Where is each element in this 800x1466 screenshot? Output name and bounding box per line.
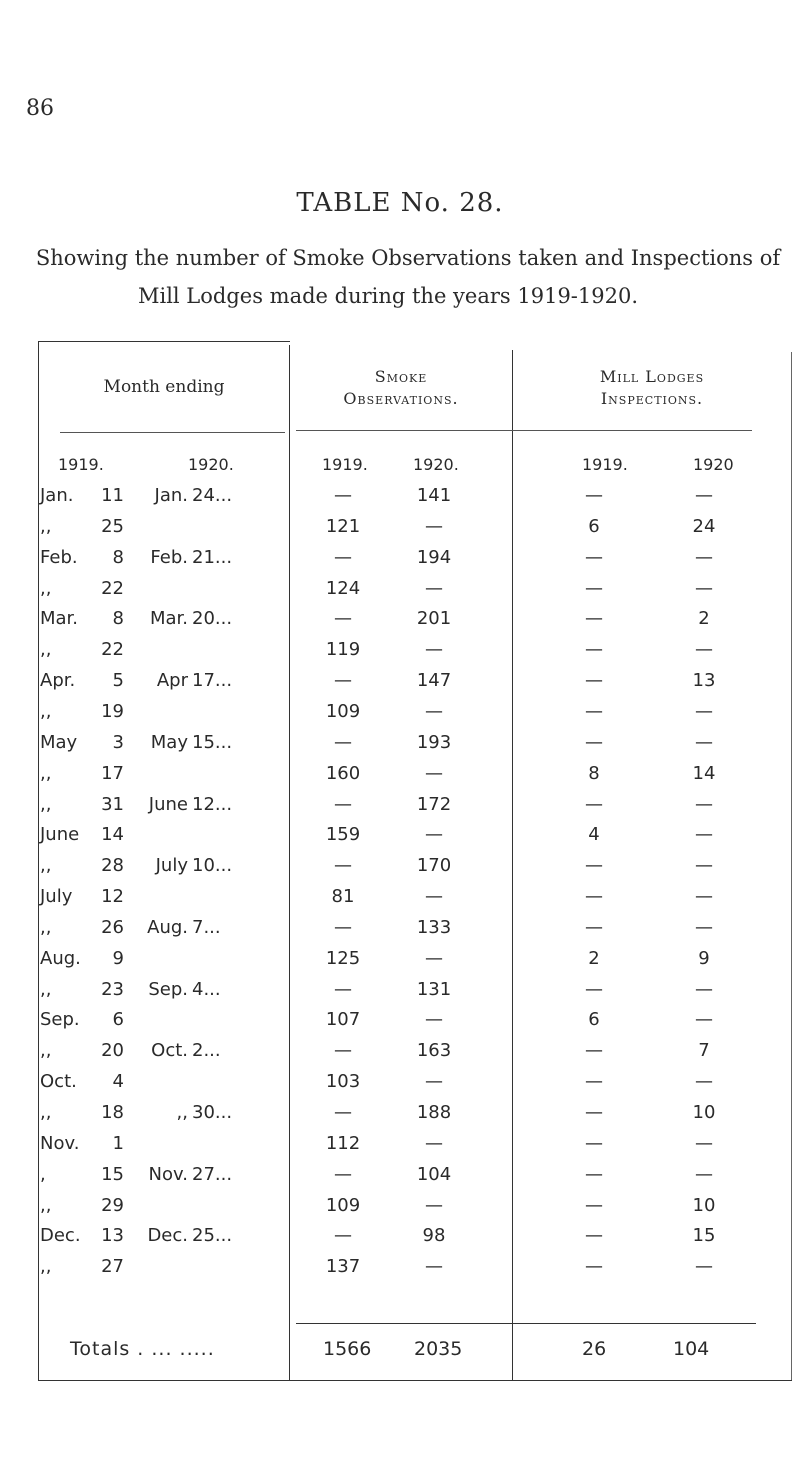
- month-1919-cell: ,,: [40, 1194, 52, 1216]
- smoke-1920-cell: 104: [416, 1163, 452, 1185]
- month-1919-cell: ,,: [40, 916, 52, 938]
- month-1920-cell: Jan.: [154, 485, 188, 506]
- smoke-1920-cell: —: [425, 1071, 443, 1093]
- day-1919-cell: 15: [101, 1163, 124, 1185]
- inspections-1919-cell: —: [585, 1256, 603, 1278]
- inspections-1919-cell: 4: [588, 824, 600, 846]
- smoke-1920-cell: 147: [416, 670, 452, 692]
- month-1919-cell: ,: [40, 1163, 46, 1185]
- smoke-1920-cell: 201: [416, 608, 452, 630]
- inspections-1919-cell: 8: [588, 762, 600, 784]
- inspections-1919-cell: —: [585, 1194, 603, 1216]
- inspections-1919-cell: 6: [588, 1009, 600, 1031]
- inspections-1919-cell: —: [585, 978, 603, 1000]
- smoke-1919-cell: —: [334, 608, 352, 630]
- smoke-1920-cell: —: [425, 1132, 443, 1154]
- month-1919-cell: June: [40, 824, 80, 846]
- day-1919-cell: 4: [112, 1071, 124, 1093]
- day-1920-cell: 25...: [192, 1225, 233, 1247]
- month-1920-cell: Dec.: [147, 1225, 188, 1247]
- month-1919-cell: Oct.: [40, 1071, 77, 1093]
- smoke-1920-cell: 172: [416, 793, 452, 815]
- inspections-1920-cell: 10: [692, 1102, 716, 1123]
- month-1919-cell: ,,: [40, 855, 52, 877]
- inspections-1919-cell: —: [585, 1132, 603, 1154]
- inspections-1919-cell: —: [585, 1225, 603, 1247]
- inspections-1920-cell: —: [695, 546, 713, 568]
- month-1919-cell: ,,: [40, 1256, 52, 1278]
- day-1919-cell: 19: [101, 700, 124, 722]
- table-subtitle-line-2: Mill Lodges made during the years 1919-1920.: [137, 284, 639, 308]
- day-1920-cell: 4...: [192, 978, 221, 1000]
- smoke-1919-cell: —: [334, 793, 352, 815]
- inspections-1919-cell: —: [585, 485, 603, 506]
- inspections-1920-cell: —: [695, 886, 713, 908]
- inspections-1920-cell: 10: [692, 1194, 716, 1216]
- year-header-1919-inspections: 1919.: [582, 455, 628, 474]
- day-1920-cell: 20...: [192, 608, 233, 630]
- smoke-1919-cell: 124: [325, 577, 361, 599]
- table-subtitle-line-1: Showing the number of Smoke Observations taken and Inspections of: [35, 246, 781, 270]
- month-1919-cell: Feb.: [40, 546, 78, 568]
- inspections-1919-cell: —: [585, 608, 603, 630]
- inspections-1920-cell: —: [695, 1071, 713, 1093]
- inspections-1920-cell: —: [695, 485, 713, 506]
- month-1919-cell: ,,: [40, 1040, 52, 1062]
- smoke-1920-cell: 98: [422, 1225, 446, 1247]
- month-1919-cell: Nov.: [40, 1132, 80, 1154]
- smoke-1919-cell: —: [334, 916, 352, 938]
- smoke-1919-cell: 109: [325, 700, 361, 722]
- day-1920-cell: 12...: [192, 793, 233, 815]
- day-1919-cell: 11: [101, 485, 124, 506]
- smoke-1920-cell: —: [425, 1194, 443, 1216]
- inspections-1920-cell: —: [695, 793, 713, 815]
- month-1920-cell: Oct.: [151, 1040, 188, 1062]
- month-1920-cell: June: [148, 793, 188, 815]
- inspections-1920-cell: —: [695, 731, 713, 753]
- inspections-1920-cell: 7: [698, 1040, 710, 1062]
- smoke-1920-cell: —: [425, 947, 443, 969]
- day-1920-cell: 21...: [192, 546, 233, 568]
- day-1920-cell: 15...: [192, 731, 233, 753]
- day-1919-cell: 1: [112, 1132, 124, 1154]
- inspections-1920-cell: —: [695, 1256, 713, 1278]
- smoke-1920-cell: 141: [416, 485, 452, 506]
- table-bottom-rule: [38, 1380, 792, 1381]
- header-rule-right: [296, 430, 752, 431]
- smoke-1919-cell: —: [334, 1102, 352, 1123]
- inspections-1920-cell: —: [695, 916, 713, 938]
- month-1920-cell: Sep.: [148, 978, 188, 1000]
- day-1919-cell: 25: [101, 515, 124, 537]
- smoke-1919-cell: 107: [325, 1009, 361, 1031]
- month-1919-cell: Apr.: [40, 670, 76, 692]
- day-1919-cell: 17: [101, 762, 124, 784]
- smoke-1920-cell: 170: [416, 855, 452, 877]
- inspections-1919-cell: —: [585, 700, 603, 722]
- inspections-1919-cell: 2: [588, 947, 600, 969]
- inspections-1920-cell: —: [695, 1132, 713, 1154]
- year-header-1920-inspections: 1920: [693, 455, 734, 474]
- smoke-1920-cell: 194: [416, 546, 452, 568]
- inspections-1919-cell: —: [585, 731, 603, 753]
- month-1919-cell: Dec.: [40, 1225, 81, 1247]
- day-1919-cell: 23: [101, 978, 124, 1000]
- inspections-1919-cell: —: [585, 916, 603, 938]
- month-1919-cell: Mar.: [40, 608, 79, 630]
- day-1919-cell: 26: [101, 916, 124, 938]
- month-1919-cell: May: [40, 731, 78, 753]
- smoke-1920-cell: —: [425, 886, 443, 908]
- day-1919-cell: 27: [101, 1256, 124, 1278]
- header-month-ending: Month ending: [103, 377, 225, 397]
- year-header-1919-smoke: 1919.: [322, 455, 368, 474]
- day-1919-cell: 8: [112, 608, 124, 630]
- smoke-1920-cell: —: [425, 824, 443, 846]
- day-1919-cell: 28: [101, 855, 124, 877]
- inspections-1919-cell: —: [585, 670, 603, 692]
- day-1919-cell: 3: [112, 731, 124, 753]
- month-1919-cell: Aug.: [40, 947, 81, 969]
- inspections-1919-cell: —: [585, 1071, 603, 1093]
- smoke-1919-cell: —: [334, 670, 352, 692]
- inspections-1920-cell: 2: [698, 608, 710, 630]
- table-title: TABLE No. 28.: [296, 188, 504, 218]
- inspections-1919-cell: —: [585, 793, 603, 815]
- total-smoke-1920: 2035: [414, 1338, 463, 1360]
- smoke-1920-cell: 131: [416, 978, 452, 1000]
- smoke-1920-cell: —: [425, 515, 443, 537]
- month-1919-cell: Jan.: [40, 485, 74, 506]
- header-mill-line-1: Mill Lodges: [599, 367, 705, 386]
- inspections-1920-cell: —: [695, 639, 713, 661]
- inspections-1920-cell: —: [695, 978, 713, 1000]
- total-inspections-1919: 26: [582, 1338, 607, 1360]
- month-1919-cell: July: [40, 886, 73, 908]
- day-1919-cell: 13: [101, 1225, 124, 1247]
- totals-label: Totals . ... .....: [70, 1338, 215, 1360]
- inspections-1919-cell: —: [585, 639, 603, 661]
- day-1919-cell: 31: [101, 793, 124, 815]
- inspections-1920-cell: 9: [698, 947, 710, 969]
- month-1920-cell: Mar.: [149, 608, 188, 630]
- header-mill-lodges-inspections: [514, 366, 790, 410]
- inspections-1920-cell: 13: [692, 670, 716, 692]
- inspections-1920-cell: —: [695, 855, 713, 877]
- day-1919-cell: 12: [101, 886, 124, 908]
- day-1920-cell: 7...: [192, 916, 221, 938]
- table-left-rule: [38, 341, 39, 1381]
- smoke-1919-cell: —: [334, 978, 352, 1000]
- year-header-1920-month: 1920.: [188, 455, 234, 474]
- year-header-1920-smoke: 1920.: [413, 455, 459, 474]
- header-mill-line-2: Inspections.: [600, 389, 704, 408]
- month-1920-cell: July: [155, 855, 188, 877]
- month-1919-cell: ,,: [40, 515, 52, 537]
- smoke-1920-cell: 193: [416, 731, 452, 753]
- totals-rule: [296, 1323, 756, 1324]
- inspections-1919-cell: —: [585, 546, 603, 568]
- day-1919-cell: 6: [112, 1009, 124, 1031]
- inspections-1920-cell: —: [695, 700, 713, 722]
- day-1919-cell: 14: [101, 824, 124, 846]
- month-1920-cell: May: [150, 731, 188, 753]
- month-1919-cell: ,,: [40, 762, 52, 784]
- month-1919-cell: ,,: [40, 639, 52, 661]
- smoke-1919-cell: 109: [325, 1194, 361, 1216]
- day-1919-cell: 9: [112, 947, 124, 969]
- smoke-1919-cell: 160: [325, 762, 361, 784]
- inspections-1919-cell: —: [585, 886, 603, 908]
- month-1920-cell: Aug.: [147, 916, 188, 938]
- month-1920-cell: Feb.: [150, 546, 188, 568]
- day-1919-cell: 29: [101, 1194, 124, 1216]
- total-inspections-1920: 104: [673, 1338, 710, 1360]
- page-number: 86: [26, 96, 54, 121]
- day-1920-cell: 27...: [192, 1163, 233, 1185]
- month-1919-cell: ,,: [40, 577, 52, 599]
- smoke-1919-cell: 125: [325, 947, 361, 969]
- inspections-1920-cell: —: [695, 1009, 713, 1031]
- smoke-1920-cell: —: [425, 762, 443, 784]
- smoke-1920-cell: 188: [416, 1102, 452, 1123]
- smoke-1919-cell: 121: [325, 515, 361, 537]
- header-smoke-line-2: Observations.: [343, 389, 459, 408]
- month-1920-cell: Apr: [156, 670, 188, 692]
- table-top-rule: [38, 341, 290, 342]
- smoke-1920-cell: —: [425, 1256, 443, 1278]
- smoke-1919-cell: 137: [325, 1256, 361, 1278]
- header-smoke-line-1: Smoke: [374, 367, 428, 386]
- inspections-1919-cell: —: [585, 577, 603, 599]
- column-divider-1: [289, 345, 290, 1381]
- smoke-1919-cell: 119: [325, 639, 361, 661]
- smoke-1920-cell: 163: [416, 1040, 452, 1062]
- smoke-1919-cell: 159: [325, 824, 361, 846]
- inspections-1920-cell: 15: [692, 1225, 716, 1247]
- month-1919-cell: Sep.: [40, 1009, 80, 1031]
- smoke-1919-cell: —: [334, 731, 352, 753]
- day-1919-cell: 5: [112, 670, 124, 692]
- inspections-1920-cell: 14: [692, 762, 716, 784]
- column-divider-2: [512, 350, 513, 1381]
- inspections-1920-cell: —: [695, 577, 713, 599]
- month-1919-cell: ,,: [40, 793, 52, 815]
- inspections-1920-cell: 24: [692, 515, 716, 537]
- day-1920-cell: 30...: [192, 1102, 233, 1123]
- month-1919-cell: ,,: [40, 1102, 52, 1123]
- smoke-1919-cell: 81: [331, 886, 355, 908]
- day-1919-cell: 22: [101, 639, 124, 661]
- month-1920-cell: ,,: [176, 1102, 188, 1123]
- day-1919-cell: 18: [101, 1102, 124, 1123]
- day-1919-cell: 8: [112, 546, 124, 568]
- smoke-1919-cell: —: [334, 1163, 352, 1185]
- smoke-1920-cell: —: [425, 639, 443, 661]
- smoke-1920-cell: —: [425, 1009, 443, 1031]
- smoke-1920-cell: —: [425, 700, 443, 722]
- year-header-1919-month: 1919.: [58, 455, 104, 474]
- inspections-1919-cell: —: [585, 1102, 603, 1123]
- day-1920-cell: 2...: [192, 1040, 221, 1062]
- smoke-1919-cell: —: [334, 485, 352, 506]
- smoke-1919-cell: —: [334, 1040, 352, 1062]
- month-1919-cell: ,,: [40, 978, 52, 1000]
- day-1920-cell: 17...: [192, 670, 233, 692]
- day-1919-cell: 22: [101, 577, 124, 599]
- month-1919-cell: ,,: [40, 700, 52, 722]
- smoke-1919-cell: —: [334, 546, 352, 568]
- day-1920-cell: 10...: [192, 855, 233, 877]
- inspections-1919-cell: —: [585, 1163, 603, 1185]
- inspections-1920-cell: —: [695, 1163, 713, 1185]
- day-1919-cell: 20: [101, 1040, 124, 1062]
- smoke-1920-cell: —: [425, 577, 443, 599]
- smoke-1920-cell: 133: [416, 916, 452, 938]
- inspections-1919-cell: 6: [588, 515, 600, 537]
- table-right-rule: [791, 352, 792, 1380]
- header-rule-left: [60, 432, 285, 433]
- total-smoke-1919: 1566: [323, 1338, 372, 1360]
- smoke-1919-cell: 112: [325, 1132, 361, 1154]
- header-smoke-observations: [292, 366, 510, 410]
- smoke-1919-cell: 103: [325, 1071, 361, 1093]
- smoke-1919-cell: —: [334, 855, 352, 877]
- inspections-1920-cell: —: [695, 824, 713, 846]
- day-1920-cell: 24...: [192, 485, 233, 506]
- month-1920-cell: Nov.: [148, 1163, 188, 1185]
- inspections-1919-cell: —: [585, 855, 603, 877]
- smoke-1919-cell: —: [334, 1225, 352, 1247]
- inspections-1919-cell: —: [585, 1040, 603, 1062]
